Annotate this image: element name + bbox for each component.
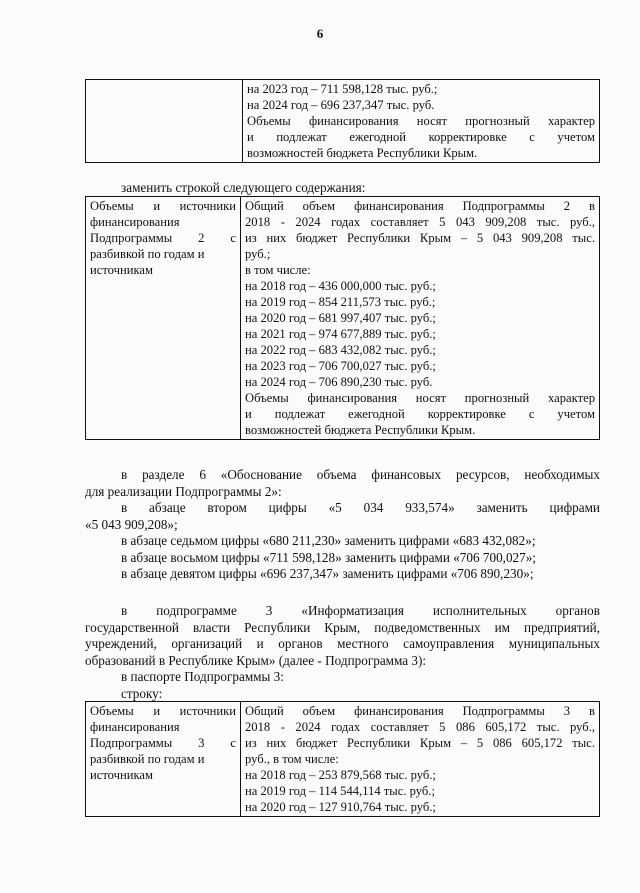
subprogram-3-line: в паспорте Подпрограммы 3: — [121, 669, 284, 684]
table-mid-line: в том числе: — [245, 263, 311, 277]
table-bot-line: на 2020 год – 127 910,764 тыс. руб.; — [245, 800, 436, 814]
table-top-line: на 2023 год – 711 598,128 тыс. руб.; — [247, 82, 438, 96]
replace-intro-block — [85, 180, 600, 197]
section-6-line: в абзаце девятом цифры «696 237,347» заменить цифрами «706 890,230»; — [121, 566, 534, 581]
table-top-line: Объемы финансирования носят прогнозный характер — [247, 114, 595, 128]
subprogram-3-line: учреждений, организаций и органов местного самоуправления муниципальных — [85, 636, 600, 651]
section-6-line: в абзаце восьмом цифры «711 598,128» заменить цифрами «706 700,027»; — [121, 549, 537, 565]
table-top-line: возможностей бюджета Республики Крым. — [247, 146, 478, 160]
table-bot-left-cell — [86, 702, 241, 817]
table-mid-left-line: разбивкой по годам и — [90, 247, 205, 261]
table-bot-line: на 2018 год – 253 879,568 тыс. руб.; — [245, 768, 436, 782]
table-top — [85, 79, 600, 163]
table-mid-left-cell — [86, 197, 241, 440]
table-subprogram-2 — [85, 196, 600, 440]
replace-intro: заменить строкой следующего содержания: — [121, 180, 366, 195]
table-bot-line: Общий объем финансирования Подпрограммы 3 в — [245, 704, 595, 718]
table-bot-left-line: разбивкой по годам и — [90, 752, 205, 766]
table-mid-line: Общий объем финансирования Подпрограммы 2 в — [245, 199, 595, 213]
table-bot-line: 2018 - 2024 годах составляет 5 086 605,172 тыс. руб., — [245, 720, 595, 734]
table-bot-left-line: финансирования — [90, 720, 180, 734]
table-mid-line: из них бюджет Республики Крым – 5 043 909,208 тыс. — [245, 231, 595, 245]
section-6-line: для реализации Подпрограммы 2»: — [85, 483, 282, 499]
section-6-line: в абзаце втором цифры «5 034 933,574» заменить цифрами — [121, 500, 600, 515]
table-mid-line: на 2018 год – 436 000,000 тыс. руб.; — [245, 279, 436, 293]
table-mid-left-line: Подпрограммы 2 с — [90, 231, 236, 245]
table-mid-line: на 2024 год – 706 890,230 тыс. руб. — [245, 375, 433, 389]
table-mid-left-line: источникам — [90, 263, 153, 277]
table-mid-left-line: финансирования — [90, 215, 180, 229]
table-mid-line: 2018 - 2024 годах составляет 5 043 909,208 тыс. руб., — [245, 215, 595, 229]
subprogram-3-line: государственной власти Республики Крым, подведомственных им предприятий, — [85, 619, 600, 635]
section-6-line: в разделе 6 «Обоснование объема финансовых ресурсов, необходимых — [121, 467, 600, 482]
table-mid-line: Объемы финансирования носят прогнозный характер — [245, 391, 595, 405]
table-bot-line: на 2019 год – 114 544,114 тыс. руб.; — [245, 784, 435, 798]
table-mid-line: и подлежат ежегодной корректировке с учетом — [245, 407, 595, 421]
table-top-line: и подлежат ежегодной корректировке с учетом — [247, 130, 595, 144]
section-6-block — [85, 467, 600, 583]
table-mid-right-cell — [241, 197, 600, 440]
table-bot-left-line: Подпрограммы 3 с — [90, 736, 236, 750]
table-bot-left-line: источникам — [90, 768, 153, 782]
table-mid-line: на 2022 год – 683 432,082 тыс. руб.; — [245, 343, 436, 357]
subprogram-3-line: образований в Республике Крым» (далее - Подпрограмма 3): — [85, 652, 427, 668]
table-mid-line: на 2023 год – 706 700,027 тыс. руб.; — [245, 359, 436, 373]
section-6-line: «5 043 909,208»; — [85, 516, 178, 532]
subprogram-3-line: строку: — [121, 685, 163, 701]
table-bot-line: руб., в том числе: — [245, 752, 339, 766]
table-bot-left-line: Объемы и источники — [90, 704, 236, 718]
table-mid-line: на 2019 год – 854 211,573 тыс. руб.; — [245, 295, 436, 309]
table-bot-right-cell — [241, 702, 600, 817]
table-mid-line: на 2021 год – 974 677,889 тыс. руб.; — [245, 327, 436, 341]
table-mid-line: возможностей бюджета Республики Крым. — [245, 423, 476, 437]
table-top-left-cell — [86, 80, 243, 163]
table-mid-line: руб.; — [245, 247, 271, 261]
table-mid-left-line: Объемы и источники — [90, 199, 236, 213]
section-6-line: в абзаце седьмом цифры «680 211,230» заменить цифрами «683 432,082»; — [121, 533, 536, 548]
subprogram-3-block — [85, 603, 600, 702]
table-top-line: на 2024 год – 696 237,347 тыс. руб. — [247, 98, 435, 112]
page-number: 6 — [316, 26, 324, 41]
table-bot-line: из них бюджет Республики Крым – 5 086 605,172 тыс. — [245, 736, 595, 750]
table-top-right-cell — [243, 80, 600, 163]
table-mid-line: на 2020 год – 681 997,407 тыс. руб.; — [245, 311, 436, 325]
subprogram-3-line: в подпрограмме 3 «Информатизация исполнительных органов — [121, 603, 600, 618]
table-subprogram-3 — [85, 701, 600, 817]
